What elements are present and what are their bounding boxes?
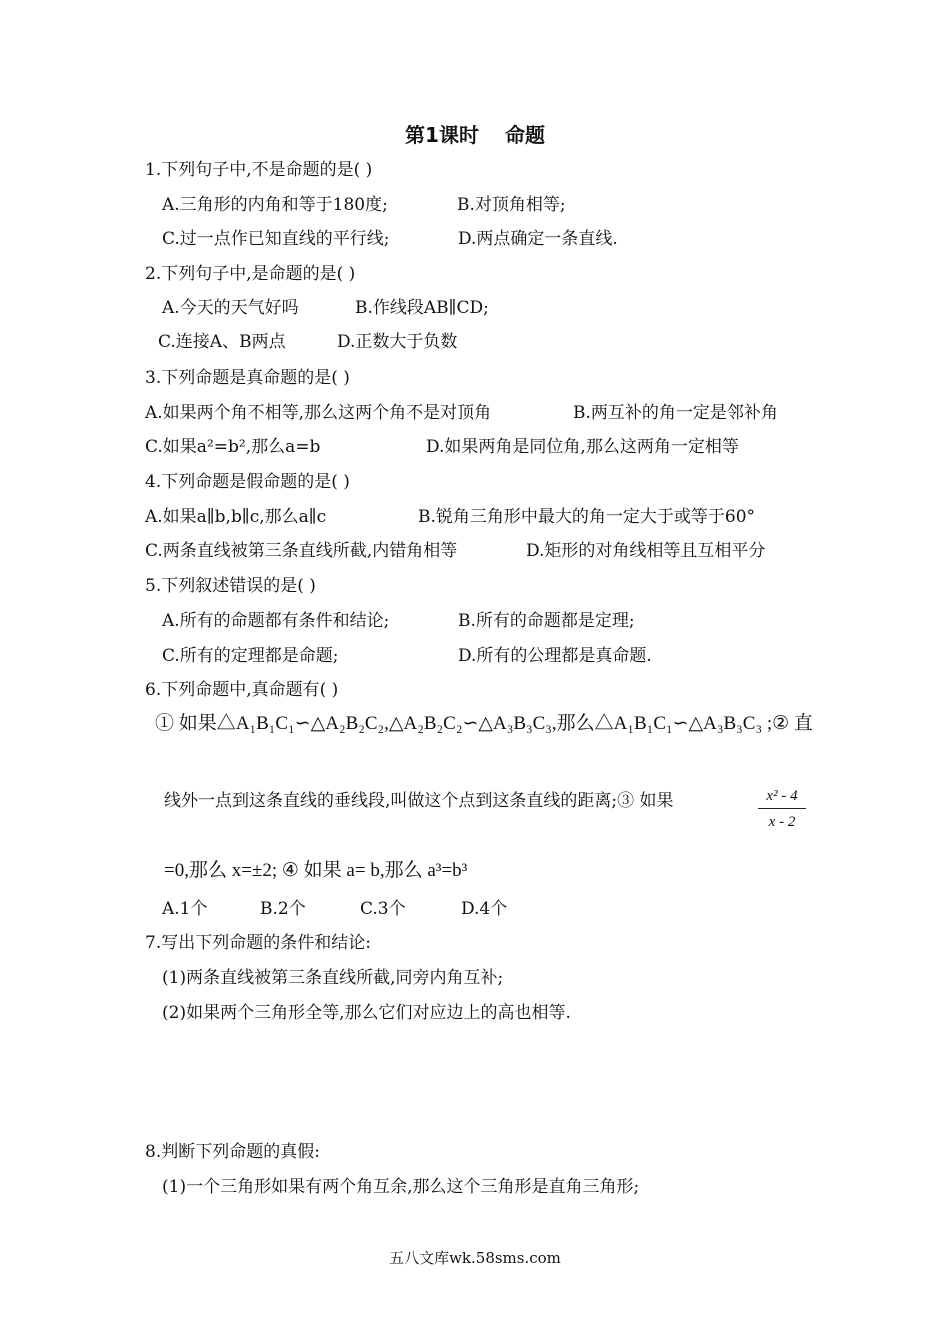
page-title: [0, 124, 950, 146]
q5-stem: 5.下列叙述错误的是( ): [145, 576, 316, 596]
q2-option-a: A.今天的天气好吗: [162, 298, 299, 318]
q6-option-d: D.4个: [461, 899, 508, 919]
q8-part-1: (1)一个三角形如果有两个角互余,那么这个三角形是直角三角形;: [162, 1177, 640, 1197]
q1-option-c: C.过一点作已知直线的平行线;: [162, 229, 390, 249]
q6-statement-line-1: ① 如果△A₁B₁C₁∽△A₂B₂C₂,△A₂B₂C₂∽△A₃B₃C₃,那么△A₁B₁C₁∽△A₃B₃C₃ ;② 直: [155, 713, 813, 734]
q6-statement-line-2: 线外一点到这条直线的垂线段,叫做这个点到这条直线的距离;③ 如果: [164, 791, 674, 811]
q3-option-a: A.如果两个角不相等,那么这两个角不是对顶角: [145, 403, 492, 423]
fraction-numerator: x² - 4: [758, 788, 806, 809]
q7-part-1: (1)两条直线被第三条直线所截,同旁内角互补;: [162, 968, 504, 988]
q5-option-c: C.所有的定理都是命题;: [162, 646, 339, 666]
q1-stem: 1.下列句子中,不是命题的是( ): [145, 160, 373, 180]
q6-option-a: A.1个: [162, 899, 208, 919]
lesson-label: 第1课时: [405, 123, 479, 147]
q4-option-c: C.两条直线被第三条直线所截,内错角相等: [145, 541, 458, 561]
q6-option-c: C.3个: [360, 899, 406, 919]
q6-fraction: [758, 788, 806, 831]
fraction-denominator: x - 2: [768, 814, 796, 830]
q6-statement-line-3: =0,那么 x=±2; ④ 如果 a= b,那么 a³=b³: [164, 860, 468, 881]
q4-option-d: D.矩形的对角线相等且互相平分: [526, 541, 766, 561]
q5-option-d: D.所有的公理都是真命题.: [458, 646, 652, 666]
q7-stem: 7.写出下列命题的条件和结论:: [145, 933, 371, 953]
q7-part-2: (2)如果两个三角形全等,那么它们对应边上的高也相等.: [162, 1003, 571, 1023]
q8-stem: 8.判断下列命题的真假:: [145, 1142, 320, 1162]
q3-option-c: C.如果a²=b²,那么a=b: [145, 437, 321, 457]
topic-label: 命题: [504, 123, 545, 147]
q5-option-b: B.所有的命题都是定理;: [458, 611, 635, 631]
q3-option-b: B.两互补的角一定是邻补角: [573, 403, 778, 423]
q2-option-b: B.作线段AB∥CD;: [355, 298, 489, 318]
q6-stem: 6.下列命题中,真命题有( ): [145, 680, 339, 700]
q1-option-d: D.两点确定一条直线.: [458, 229, 618, 249]
q6-option-b: B.2个: [260, 899, 306, 919]
q4-option-b: B.锐角三角形中最大的角一定大于或等于60°: [418, 507, 756, 527]
q1-option-a: A.三角形的内角和等于180度;: [162, 195, 388, 215]
q3-option-d: D.如果两角是同位角,那么这两角一定相等: [426, 437, 739, 457]
q4-stem: 4.下列命题是假命题的是( ): [145, 472, 350, 492]
footer-watermark: 五八文库wk.58sms.com: [389, 1249, 561, 1267]
q4-option-a: A.如果a∥b,b∥c,那么a∥c: [145, 507, 327, 527]
q2-option-c: C.连接A、B两点: [158, 332, 286, 352]
q1-option-b: B.对顶角相等;: [457, 195, 566, 215]
q5-option-a: A.所有的命题都有条件和结论;: [162, 611, 390, 631]
q3-stem: 3.下列命题是真命题的是( ): [145, 368, 350, 388]
q2-option-d: D.正数大于负数: [337, 332, 458, 352]
q2-stem: 2.下列句子中,是命题的是( ): [145, 264, 356, 284]
